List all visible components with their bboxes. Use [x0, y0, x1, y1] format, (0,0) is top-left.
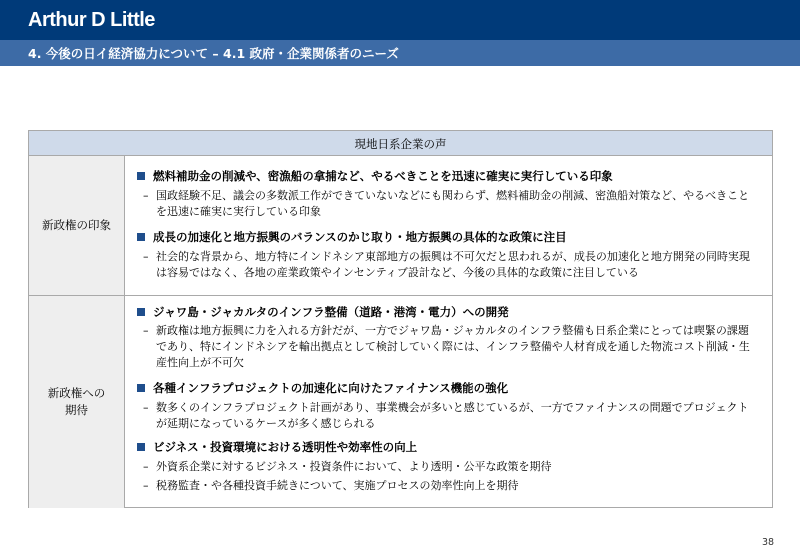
square-bullet-icon [137, 233, 145, 241]
square-bullet-icon [137, 308, 145, 316]
bullet-heading: 各種インフラプロジェクトの加速化に向けたファイナンス機能の強化 [137, 380, 508, 396]
row-label [29, 296, 125, 508]
bullet-detail: – 数多くのインフラプロジェクト計画があり、事業機会が多いと感じているが、一方でファイナンスの問題でプロジェクトが延期になっているケースが多く感じられる [143, 401, 749, 430]
table-row-expectations [29, 296, 772, 508]
bullet-detail: – 外資系企業に対するビジネス・投資条件において、より透明・公平な政策を期待 [143, 460, 552, 473]
square-bullet-icon [137, 384, 145, 392]
row-label [29, 156, 125, 295]
voices-table [28, 130, 773, 508]
row-content [125, 296, 772, 508]
company-logo: Arthur D Little [28, 9, 155, 31]
table-row-impression [29, 156, 772, 296]
bullet-detail: – 社会的な背景から、地方特にインドネシア東部地方の振興は不可欠だと思われるが、成長の加速化と地方開発の同時実現は容易ではなく、各地の産業政策やインセンティブ設計など、今後の具体的な政策に注目している [143, 250, 750, 279]
row-label-line: 新政権への [47, 386, 106, 400]
square-bullet-icon [137, 172, 145, 180]
row-label-line: 新政権の印象 [42, 218, 111, 232]
header-bar [0, 0, 800, 40]
bullet-heading: ビジネス・投資環境における透明性や効率性の向上 [137, 439, 417, 455]
square-bullet-icon [137, 443, 145, 451]
row-label-line: 期待 [65, 403, 88, 417]
page-number: 38 [762, 537, 775, 548]
bullet-detail: – 国政経験不足、議会の多数派工作ができていないなどにも関わらず、燃料補助金の削減、密漁船対策など、やるべきことを迅速に確実に実行している印象 [143, 189, 750, 218]
bullet-heading: ジャワ島・ジャカルタのインフラ整備（道路・港湾・電力）への開発 [137, 304, 509, 320]
bullet-heading: 成長の加速化と地方振興のバランスのかじ取り・地方振興の具体的な政策に注目 [137, 229, 567, 245]
bullet-detail: – 新政権は地方振興に力を入れる方針だが、一方でジャワ島・ジャカルタのインフラ整備も日系企業にとっては喫緊の課題であり、特にインドネシアを輸出拠点として検討していく際には、インフラ整備や人材育成を通した物流コスト削減・生産性向上が不可欠 [143, 324, 750, 369]
row-content [125, 156, 772, 295]
bullet-heading: 燃料補助金の削減や、密漁船の拿捕など、やるべきことを迅速に確実に実行している印象 [137, 168, 613, 184]
bullet-detail: – 税務監査・や各種投資手続きについて、実施プロセスの効率性向上を期待 [143, 479, 519, 492]
section-title-bar [0, 40, 800, 66]
section-title: 4. 今後の日イ経済協力について – 4.1 政府・企業関係者のニーズ [28, 46, 399, 61]
table-header-label: 現地日系企業の声 [354, 137, 447, 151]
table-header [29, 131, 772, 156]
